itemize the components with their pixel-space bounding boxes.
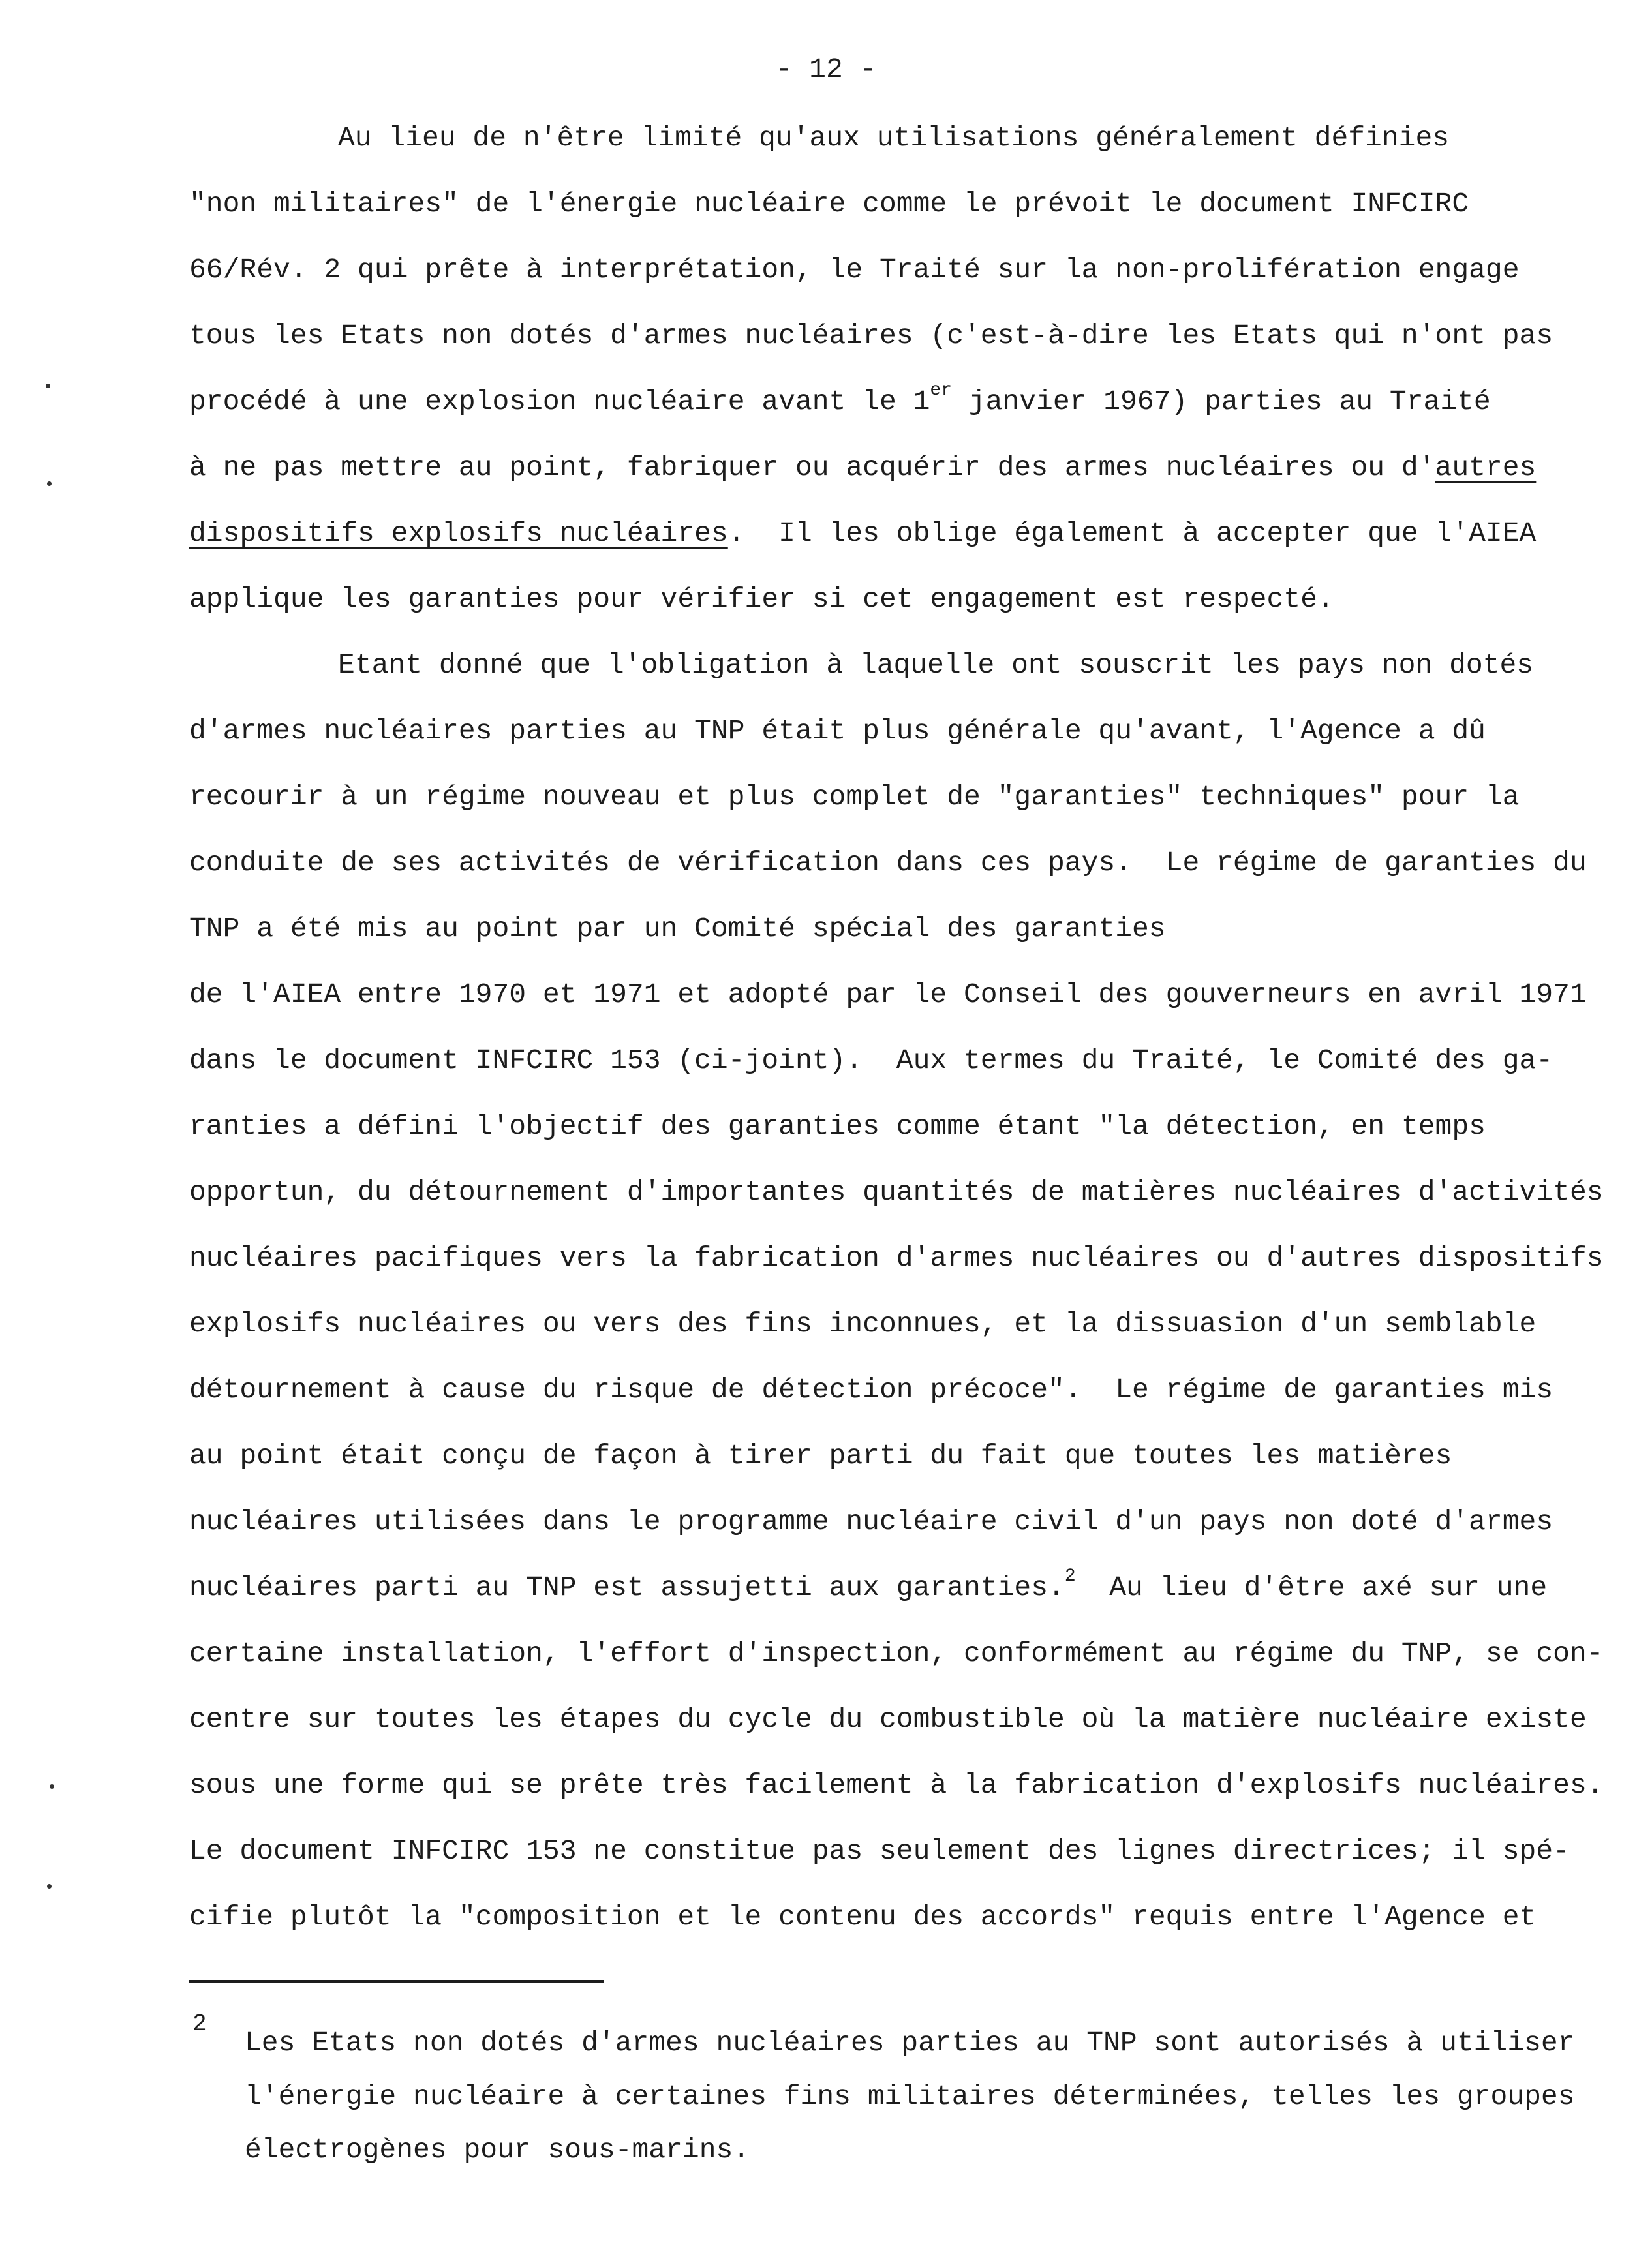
body-line (189, 1705, 1587, 1733)
line-text: Au lieu de n'être limité qu'aux utilisations généralement définies (338, 122, 1450, 154)
line-text: dans le document INFCIRC 153 (ci-joint). Aux termes du Traité, le Comité des ga- (189, 1044, 1553, 1076)
line-text: 66/Rév. 2 qui prête à interprétation, le Traité sur la non-prolifération engage (189, 254, 1520, 286)
body-line (189, 1178, 1604, 1206)
body-line (189, 1566, 1548, 1604)
line-text: de l'AIEA entre 1970 et 1971 et adopté par le Conseil des gouverneurs en avril 1971 (189, 979, 1587, 1011)
body-line (189, 1112, 1486, 1140)
line-text: Le document INFCIRC 153 ne constitue pas seulement des lignes directrices; il spé- (189, 1835, 1570, 1867)
line-text: recourir à un régime nouveau et plus complet de "garanties" techniques" pour la (189, 781, 1520, 813)
underlined-text: dispositifs explosifs nucléaires (189, 517, 728, 549)
body-line (189, 1442, 1452, 1470)
body-line (189, 1837, 1570, 1865)
body-line (189, 1244, 1604, 1272)
body-line (189, 1046, 1553, 1074)
line-text: au point était conçu de façon à tirer parti du fait que toutes les matières (189, 1440, 1452, 1472)
line-text: "non militaires" de l'énergie nucléaire comme le prévoit le document INFCIRC (189, 188, 1469, 220)
superscript: er (930, 380, 952, 401)
body-line (189, 849, 1587, 877)
body-line (189, 585, 1334, 613)
line-text: . Il les oblige également à accepter que l'AIEA (727, 517, 1537, 549)
scan-speck (47, 481, 52, 486)
body-line (189, 1639, 1604, 1667)
line-text: janvier 1967) parties au Traité (952, 386, 1491, 418)
body-line (189, 519, 1536, 547)
line-text: certaine installation, l'effort d'inspection, conformément au régime du TNP, se con- (189, 1637, 1604, 1669)
footnote-separator (189, 1980, 604, 1983)
line-text: nucléaires utilisées dans le programme nucléaire civil d'un pays non doté d'armes (189, 1506, 1553, 1538)
body-line (189, 453, 1536, 481)
body-line (189, 1771, 1604, 1799)
superscript: 2 (1064, 1566, 1076, 1587)
line-text: explosifs nucléaires ou vers des fins inconnues, et la dissuasion d'un semblable (189, 1308, 1537, 1340)
line-text: centre sur toutes les étapes du cycle du combustible où la matière nucléaire existe (189, 1703, 1587, 1735)
body-line (338, 651, 1533, 679)
line-text: Au lieu d'être axé sur une (1075, 1572, 1548, 1604)
footnote-line: électrogènes pour sous-marins. (245, 2134, 750, 2166)
body-line (189, 1376, 1553, 1404)
footnote-line: Les Etats non dotés d'armes nucléaires parties au TNP sont autorisés à utiliser (245, 2027, 1575, 2059)
line-text: conduite de ses activités de vérification dans ces pays. Le régime de garanties du (189, 847, 1587, 879)
line-text: applique les garanties pour vérifier si cet engagement est respecté. (189, 583, 1334, 615)
line-text: d'armes nucléaires parties au TNP était plus générale qu'avant, l'Agence a dû (189, 715, 1486, 747)
line-text: ranties a défini l'objectif des garanties comme étant "la détection, en temps (189, 1110, 1486, 1142)
line-text: TNP a été mis au point par un Comité spécial des garanties (189, 913, 1166, 945)
scan-speck (50, 1784, 54, 1789)
line-text: à ne pas mettre au point, fabriquer ou acquérir des armes nucléaires ou d' (189, 451, 1435, 483)
line-text: procédé à une explosion nucléaire avant le 1 (189, 386, 930, 418)
body-line (189, 915, 1166, 943)
footnote-number: 2 (192, 2011, 207, 2037)
body-line (338, 124, 1449, 152)
page-number: - 12 - (775, 53, 877, 85)
line-text: nucléaires pacifiques vers la fabrication d'armes nucléaires ou d'autres dispositifs (189, 1242, 1604, 1274)
body-line (189, 380, 1491, 418)
line-text: tous les Etats non dotés d'armes nucléaires (c'est-à-dire les Etats qui n'ont pas (189, 320, 1553, 352)
body-line (189, 717, 1486, 745)
body-line (189, 322, 1553, 350)
body-line (189, 783, 1520, 811)
body-line (189, 256, 1520, 284)
line-text: opportun, du détournement d'importantes quantités de matières nucléaires d'activités (189, 1176, 1604, 1208)
body-line (189, 1508, 1553, 1536)
line-text: nucléaires parti au TNP est assujetti aux garanties. (189, 1572, 1065, 1604)
body-line (189, 1310, 1536, 1338)
footnote-line: l'énergie nucléaire à certaines fins militaires déterminées, telles les groupes (245, 2080, 1575, 2112)
body-line (189, 190, 1469, 218)
line-text: Etant donné que l'obligation à laquelle ont souscrit les pays non dotés (338, 649, 1534, 681)
body-line (189, 1903, 1536, 1931)
scan-speck (46, 384, 50, 388)
line-text: sous une forme qui se prête très facilement à la fabrication d'explosifs nucléaires. (189, 1769, 1604, 1801)
line-text: détournement à cause du risque de détection précoce". Le régime de garanties mis (189, 1374, 1553, 1406)
body-line (189, 981, 1587, 1009)
scan-speck (47, 1884, 52, 1889)
underlined-text: autres (1435, 451, 1537, 483)
line-text: cifie plutôt la "composition et le contenu des accords" requis entre l'Agence et (189, 1901, 1537, 1933)
